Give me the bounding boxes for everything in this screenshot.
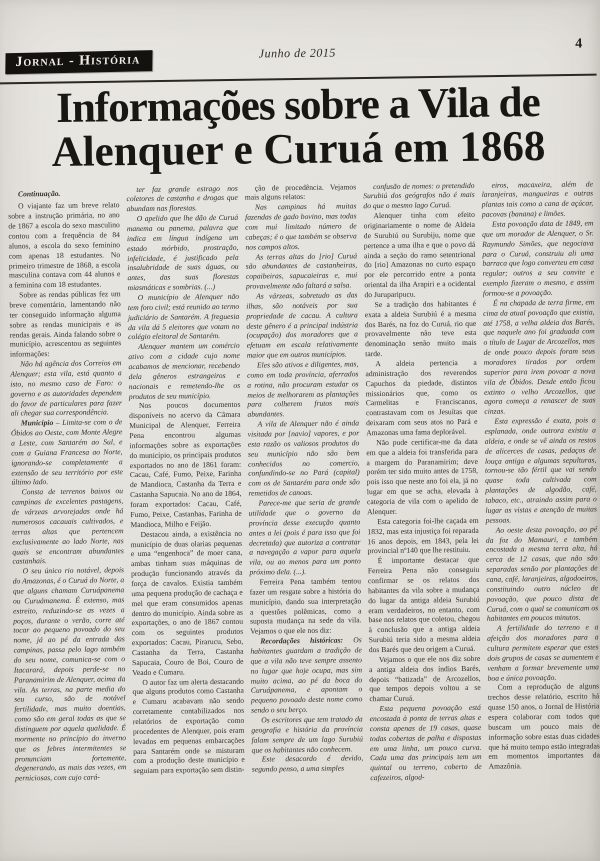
headline-line-1: Informações sobre a Vila de — [55, 79, 540, 132]
paragraph: As várzeas, sobretudo as das ilhas, são notáveis por sua propriedade de cacau. A cultura deste gênero é a principal indústria (ocupação) dos moradores que a efetuam em escala relativamente maior que em outros municípios. — [246, 290, 359, 360]
paragraph: A fertilidade do terreno e a afeição dos moradores para a cultura permitem esperar que estes dois grupos de casas se aumentem e venham a formar brevemente uma boa e única povoação. — [487, 622, 599, 683]
paragraph: ter faz grande estrago nos coletores de castanha e drogas que abundam nas florestas. — [126, 183, 238, 214]
paragraph: Destacou ainda, a existência no município de duas olarias pequenas e uma “engenhoca” de moer cana, ambas tinham suas máquinas de produção funcionando através da força de cavalos. Existia também uma pequena produção de cachaça e mel que eram consumidos apenas dentro do município. Ainda sobre as exportações, o ano de 1867 contou com os seguintes produtos exportados: Cacau, Pirarucu, Sebo, Castanha da Terra, Castanha Sapucaia, Couro de Boi, Couro de Veado e Cumaru. — [130, 528, 244, 677]
issue-date: Junho de 2015 — [258, 45, 336, 61]
paragraph: Esta pequena povoação está encostada à ponta de terras altas e consta apenas de 19 casas, quase todas cobertas de palha e dispostas em uma linha, um pouco curva. Cada uma das principais tem um quintal ou terreno, coberto de cafezeiros, algod- — [369, 702, 482, 783]
masthead-logo: Jornal - História — [5, 50, 152, 74]
paragraph: Os escritores que tem tratado da geografia e história da província falam sempre de um lago Surubiú que os habitantes não conhecem. — [251, 714, 363, 755]
paragraph: Não há agência dos Correios em Alenquer; esta vila, está quanto a isto, no mesmo caso de Faro: o governo e as autoridades dependem do favor de particulares para fazer ali chegar sua correspondência. — [10, 358, 123, 419]
paragraph: Alenquer tinha com efeito originariamente o nome de Aldeia de Surubiú ou Surubiju, nome que pertence a uma ilha e que o povo dá ainda a seção do ramo setentrional do [rio] Amazonas no curto espaço por ele percorrido entre a ponta oriental da ilha Arapiri e a ocidental do Juruparipucu. — [363, 209, 476, 300]
headline-line-2: Alenquer e Curuá em 1868 — [51, 123, 546, 177]
paragraph: Município – Limita-se com o de Óbidos ao Oeste, com Monte Alegre a Leste, com Santarém ao Sul, e com a Guiana Francesa ao Norte, ignorando-se completamente a extensão de seu território por este último lado. — [10, 417, 123, 488]
paragraph: Com a reprodução de alguns trechos desse relatório, escrito há quase 150 anos, o Jornal de História espera colaborar com todos que buscam um pouco mais de informação sobre estas duas cidades que há muito tempo estão integradas em momentos importantes da Amazônia. — [487, 681, 600, 771]
paragraph-lead: Município — [20, 418, 56, 428]
paragraph: Ao oeste desta povoação, ao pé da foz do Mamauri, e também encostada a mesma terra alta, há cerca de 12 casas, que não são separadas senão por plantações de cana, café, laranjeiras, algodoeiros, constituindo outro núcleo de povoação, que pouco dista de Curuá, com o qual se comunicam os habitantes em poucos minutos. — [485, 524, 599, 624]
paragraph: A vila de Alenquer não é ainda visitada por [navio] vapores, e por esta razão os valiosos produtos do seu município não são bem conhecidos no comercio, confundindo-se no Pará (capital) com os de Santarém para onde são remetidos de canoas. — [247, 418, 360, 498]
paragraph: Nos poucos documentos disponíveis no acervo da Câmara Municipal de Alenquer, Ferreira Pena encontrou algumas informações sobre as exportações do município, os principais produtos exportados no ano de 1861 foram: Cacau, Café, Fumo, Peixe, Farinha de Mandioca, Castanha da Terra e Castanha Sapucaia. No ano de 1864, foram exportados: Cacau, Café, Fumo, Peixe, Castanhas, Farinha de Mandioca, Milho e Feijão. — [129, 400, 242, 529]
paragraph: O seu único rio notável, depois do Amazonas, é o Curuá do Norte, a que alguns chamam Curuápanema ou Curuámanema. É extenso, mas estreito, reduzindo-se as vezes a poços, durante o verão, corre até tocar ao pequeno povoado do seu nome, já ao pé da entrada das campinas, passa pelo lago também do seu nome, comunica-se com o Itacarará, depois perde-se no Paranamirim de Alenquer, acima da vila. As terras, na parte media do seu curso, são de notável fertilidade, mas muito doentias, como são em geral todas as que se distinguem por aquela qualidade. É mormente no princípio do inverno que as febres intermitentes se pronunciam fortemente, degenerando, as mais das vezes, em perniciosas, com cujo cará- — [12, 565, 127, 783]
article-column-2 — [126, 183, 245, 786]
paragraph: Consta de terrenos baixos ou campinas de excelentes pastagens, de várzeas arvorejadas onde há numerosos cacauais cultivados, e terras altas que pertencem exclusivamente ao lado Norte, nas quais se encontram abundantes castanhais. — [11, 486, 124, 566]
paragraph: As terras altas do [rio] Curuá são abundantes de castanheiras, copaibeiras, sapucaieiras e, mui provavelmente não faltará a salsa. — [245, 250, 358, 291]
paragraph: Ferreira Pena também tentou fazer um resgate sobre a história do município, dando sua interpretação a questões polêmicas, como a suposta mudança na sede da vila. Vejamos o que ele nos diz: — [249, 576, 362, 636]
paragraph: O município de Alenquer não tem foro civil; está reunido ao termo judiciário de Santarém. A freguesia da vila dá 5 eleitores que votam no colégio eleitoral de Santarém. — [127, 291, 240, 342]
paragraph: O apelido que lhe dão de Curuá manema ou panema, palavra que indica em língua indígena um estado mórbido, prostração, infelicidade, é justificado pela insalubridade de suas águas, ou antes, das suas florestas miasmáticas e sombrias. (...) — [126, 212, 239, 293]
paragraph: Vejamos o que ele nos diz sobre a antiga aldeia dos índios Barés, depois “batizada” de Arcozellos, que tempos depois voltou a se chamar Curuá. — [368, 653, 481, 704]
paragraph: Alenquer mantem um comércio ativo com a cidade cujo nome acabamos de mencionar, recebendo dela gêneros estrangeiros e nacionais e remetendo-lhe os produtos de seu município. — [128, 341, 241, 401]
masthead — [0, 0, 598, 82]
paragraph: Esta categoria foi-lhe caçada em 1832, mas esta injustiça foi reparada 16 anos depois, em 1843, pela lei provincial nº140 que lhe restituiu. — [367, 515, 479, 556]
article-column-1 — [8, 185, 127, 788]
article-column-5 — [481, 179, 600, 782]
paragraph: ção de procedência. Vejamos mais alguns relatos: — [244, 181, 357, 203]
paragraph: O autor faz um alerta destacando que alguns produtos como Castanha e Cumaru acabavam não sendo corretamente contabilizados nos relatórios de exportação como procedentes de Alenquer, pois eram levados em pequenas embarcações para Santarém onde se misturam com a produção deste município e seguiam para exportação sem distin- — [132, 676, 245, 776]
paragraph: Eles são ativos e diligentes, mas, como em toda província, aferrados a rotina, não procuram estudar os meios de melhorarem as plantações para colherem frutos mais abundantes. — [246, 359, 359, 419]
paragraph: É importante destacar que Ferreira Pena não conseguiu confirmar se os relatos dos habitantes da vila sobre a mudança do lugar da antiga aldeia Surubiú eram verdadeiros, no entanto, com base nos relatos que coletou, chegou à conclusão que a antiga aldeia Surubiú teria sido a mesma aldeia dos Barés que deu origem a Curuá. — [367, 555, 481, 655]
paragraph: Parece-me que seria de grande utilidade que o governo da província desse execução quanto antes a lei (pois é para isso que foi decretada) que autoriza a contratar a navegação a vapor para aquela vila, ou ao menos para um ponto próximo dela. (...). — [248, 497, 361, 577]
paragraph: confusão de nomes: o pretendido Surubiú dos geógrafos não é mais do que o mesmo lago Curuá. — [363, 180, 475, 211]
article-body — [0, 177, 600, 788]
paragraph: Este desacordo é devido, segundo penso, a uma simples — [251, 753, 364, 774]
paragraph: Continuação. — [17, 188, 61, 199]
paragraph: A aldeia pertencia a administração dos reverendos Capuchos da piedade, distintos missionários que, como os Carmelitas e Franciscanos, contrastavam com os Jesuítas que deixaram com seus atos no Pará e Amazonas uma fama deplorável. — [365, 357, 478, 438]
article-column-3 — [245, 182, 364, 785]
paragraph: O viajante faz um breve relato sobre a instrução primária, no ano de 1867 a escola do sexo masculino contou com a frequência de 84 alunos, a escola do sexo feminino com apenas 18 estudantes. No primeiro trimestre de 1868, a escola masculina contava com 44 alunos e a feminina com 18 estudantes. — [8, 200, 121, 290]
paragraph: Esta expressão é exata, pois a esplanada, onde outrora existiu a aldeia, e onde se vê ainda os restos de alicerces de casas, pedaços de louça antiga e algumas sepulturas, tornou-se tão fértil que vai sendo quase toda cultivada com plantações de algodão, café, tabaco, etc., atraindo assim para o lugar as vistas e atenção de muitas pessoas. — [484, 415, 597, 525]
paragraph: eiros, macaxeira, além de laranjeiras, mangueiras e outras plantas tais como a cana de açúcar, pacovas (banana) e limões. — [481, 178, 594, 219]
paragraph: Esta povoação data de 1849, em que um morador de Alenquer, o Sr. Raymundo Simões, que negociava para o Curuá, construiu ali uma barraca que logo converteu em casa regular; outros a seu convite e exemplo fizeram o mesmo, e assim formou-se a povoação. — [482, 218, 595, 298]
paragraph: Nas campinas há muitas fazendas de gado bovino, mas todas com mui limitado número de cabeças; é o que também se observa nos campos altos. — [245, 201, 357, 252]
paragraph: É na chapada de terra firme, em cima da atual povoação que existia, até 1758, a velha aldeia dos Barés, que naquele ano foi graduada com o título de Lugar de Arcozellos, mas de onde pouco depois foram seus moradores tirados por ordem superior para irem povoar a nova vila de Óbidos. Desde então ficou extinto o velho Arcozellos, que agora começa a renascer de suas cinzas. — [483, 297, 596, 417]
article-column-4 — [363, 180, 482, 783]
paragraph: Se a tradição dos habitantes é exata a aldeia Surubiú é a mesma dos Barés, na foz do Curuá, rio que provavelmente não teve esta denominação senão muito mais tarde. — [364, 298, 477, 359]
paragraph-lead: Recordações históricas: — [260, 635, 354, 646]
page-number: 4 — [575, 36, 583, 52]
paragraph: Recordações históricas: Os habitantes guardam a tradição de que a vila não teve sempre assento no lugar que hoje ocupa, mas sim muito acima, ao pé da boca do Curuápanema, e apontam o pequeno povoado deste nome como sendo o seu berço. — [250, 635, 363, 715]
headline — [0, 80, 597, 176]
paragraph: Não pude certificar-me da data em que a aldeia foi transferida para a margem do Paranamirim; deve porém ter sido muito antes de 1758, pois isso que neste ano foi ela, já no lugar em que se acha, elevada à categoria de vila com o apelido de Alenquer. — [366, 436, 479, 517]
paragraph: Sobre as rendas públicas fez um breve comentário, lamentando não ter conseguido informação alguma sobre as rendas municipais e as rendas gerais. Ainda falando sobre o município, acrescentou as seguintes informações: — [9, 289, 122, 359]
